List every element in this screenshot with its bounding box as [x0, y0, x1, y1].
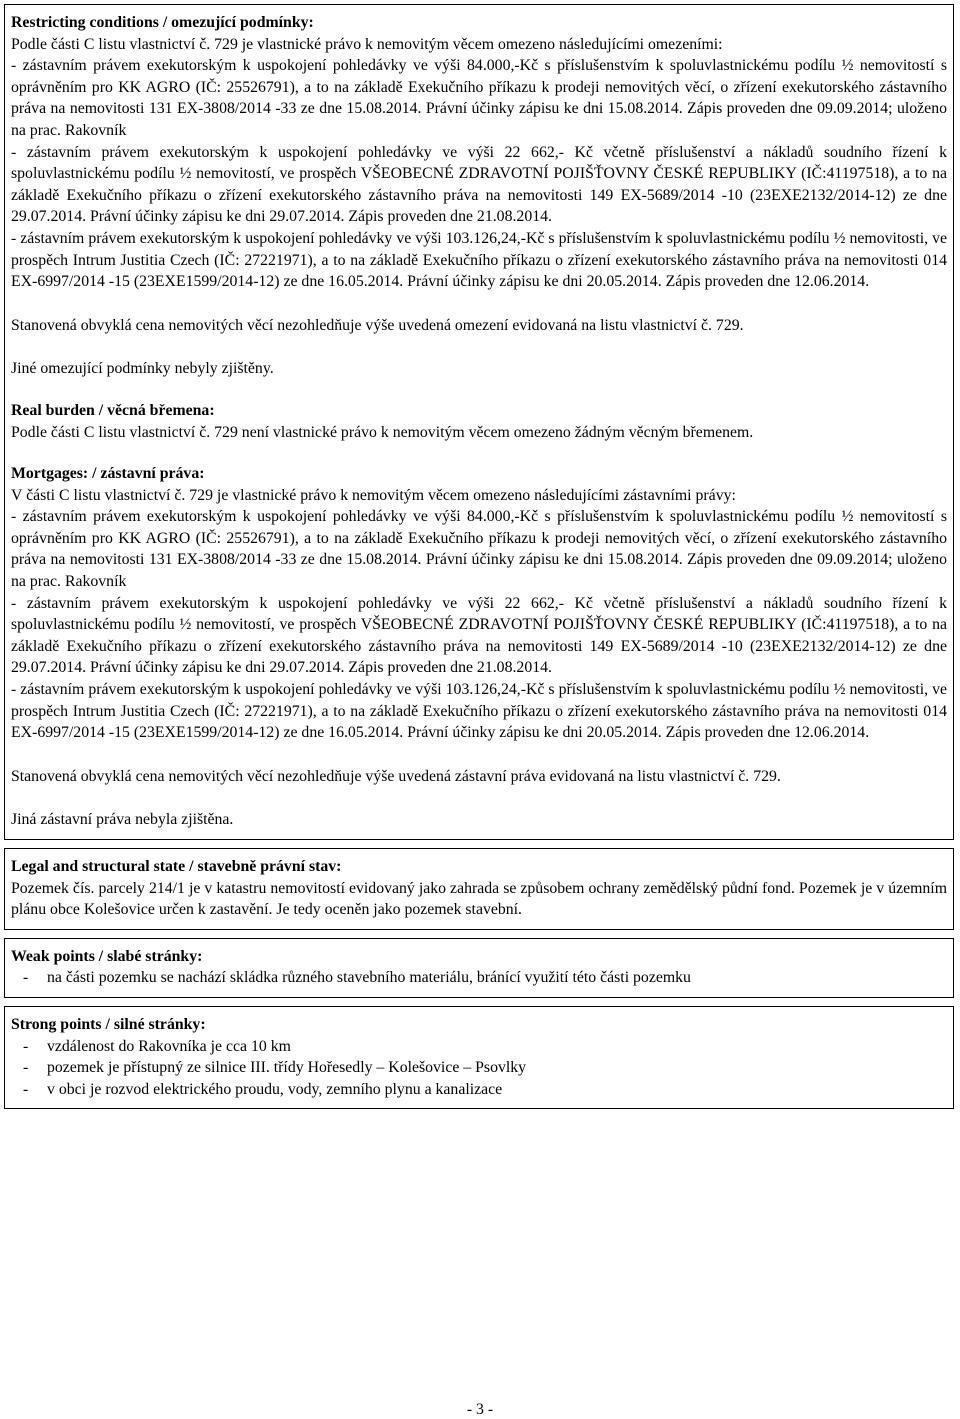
mortgage-item: - zástavním právem exekutorským k uspokojení pohledávky ve výši 22 662,- Kč včetně příslušenství a nákladů soudního řízení k spoluvlastnickému podílu ½ nemovitostí, ve prospěch VŠEOBECNÉ ZDRAVOTNÍ POJIŠŤOVNY ČESKÉ REPUBLIKY (IČ:41197518), a to na základě Exekučního příkazu o zřízení exekutorského zástavního práva na nemovitosti 149 EX-5689/2014 -10 (23EXE2132/2014-12) ze dne 29.07.2014. Právní účinky zápisu ke dni 29.07.2014. Zápis proveden dne 21.08.2014. [11, 594, 947, 677]
legal-state-section [4, 848, 954, 930]
restricting-item: - zástavním právem exekutorským k uspokojení pohledávky ve výši 84.000,-Kč s příslušenstvím k spoluvlastnickému podílu ½ nemovitostí s oprávněním pro KK AGRO (IČ: 25526791), a to na základě Exekučního příkazu k prodeji nemovitých věcí, o zřízení exekutorského zástavního práva na nemovitosti 131 EX-3808/2014 -33 ze dne 15.08.2014. Právní účinky zápisu ke dni 15.08.2014. Zápis proveden dne 09.09.2014; uloženo na prac. Rakovník [11, 57, 947, 139]
restricting-other: Jiné omezující podmínky nebyly zjištěny. [11, 360, 274, 378]
list-item-text: v obci je rozvod elektrického proudu, vody, zemního plynu a kanalizace [47, 1080, 503, 1098]
mortgage-item: - zástavním právem exekutorským k uspokojení pohledávky ve výši 84.000,-Kč s příslušenstvím k spoluvlastnickému podílu ½ nemovitostí s oprávněním pro KK AGRO (IČ: 25526791), a to na základě Exekučního příkazu k prodeji nemovitých věcí, o zřízení exekutorského zástavního práva na nemovitosti 131 EX-3808/2014 -33 ze dne 15.08.2014. Právní účinky zápisu ke dni 15.08.2014. Zápis proveden dne 09.09.2014; uloženo na prac. Rakovník [11, 508, 947, 591]
list-dash: - [23, 1080, 29, 1098]
weak-heading: Weak points / slabé stránky: [11, 947, 203, 965]
list-dash: - [23, 969, 29, 987]
legal-heading: Legal and structural state / stavebně právní stav: [11, 858, 342, 875]
strong-points-section [4, 1006, 954, 1109]
document-page [4, 4, 954, 1109]
mortgages-note: Stanovená obvyklá cena nemovitých věcí nezohledňuje výše uvedená zástavní práva evidovaná na listu vlastnictví č. 729. [11, 767, 781, 785]
list-item [11, 1057, 947, 1079]
list-item [11, 1079, 947, 1101]
list-dash: - [23, 1037, 29, 1055]
burden-text: Podle části C listu vlastnictví č. 729 není vlastnické právo k nemovitým věcem omezeno žádným věcným břemenem. [11, 423, 754, 441]
restricting-heading: Restricting conditions / omezující podmínky: [11, 14, 314, 31]
legal-text: Pozemek čís. parcely 214/1 je v katastru nemovitostí evidovaný jako zahrada se způsobem ochrany zemědělský půdní fond. Pozemek je v územním plánu obce Kolešovice určen k zastavění. Je tedy oceněn jako pozemek stavební. [11, 879, 947, 919]
strong-heading: Strong points / silné stránky: [11, 1015, 206, 1033]
list-item-text: vzdálenost do Rakovníka je cca 10 km [47, 1037, 291, 1055]
restricting-item: - zástavním právem exekutorským k uspokojení pohledávky ve výši 22 662,- Kč včetně příslušenství a nákladů soudního řízení k spoluvlastnickému podílu ½ nemovitostí, ve prospěch VŠEOBECNÉ ZDRAVOTNÍ POJIŠŤOVNY ČESKÉ REPUBLIKY (IČ:41197518), a to na základě Exekučního příkazu o zřízení exekutorského zástavního práva na nemovitosti 149 EX-5689/2014 -10 (23EXE2132/2014-12) ze dne 29.07.2014. Právní účinky zápisu ke dni 29.07.2014. Zápis proveden dne 21.08.2014. [11, 143, 947, 226]
page-number: - 3 - [466, 1401, 494, 1418]
restricting-conditions-section [4, 4, 954, 840]
mortgages-other: Jiná zástavní práva nebyla zjištěna. [11, 811, 234, 829]
list-item [11, 1036, 947, 1058]
weak-points-section [4, 938, 954, 998]
list-item-text: pozemek je přístupný ze silnice III. třídy Hořesedly – Kolešovice – Psovlky [47, 1059, 527, 1077]
list-item-text: na části pozemku se nachází skládka různého stavebního materiálu, bránící využití této části pozemku [47, 969, 691, 987]
list-dash: - [23, 1059, 29, 1077]
mortgages-intro: V části C listu vlastnictví č. 729 je vlastnické právo k nemovitým věcem omezeno následujícími zástavními právy: [11, 486, 736, 504]
mortgage-item: - zástavním právem exekutorským k uspokojení pohledávky ve výši 103.126,24,-Kč s příslušenstvím k spoluvlastnickému podílu ½ nemovitosti, ve prospěch Intrum Justitia Czech (IČ: 27221971), a to na základě Exekučního příkazu o zřízení exekutorského zástavního práva na nemovitosti 014 EX-6997/2014 -15 (23EXE1599/2014-12) ze dne 16.05.2014. Právní účinky zápisu ke dni 20.05.2014. Zápis proveden dne 12.06.2014. [11, 681, 947, 742]
restricting-item: - zástavním právem exekutorským k uspokojení pohledávky ve výši 103.126,24,-Kč s příslušenstvím k spoluvlastnickému podílu ½ nemovitosti, ve prospěch Intrum Justitia Czech (IČ: 27221971), a to na základě Exekučního příkazu o zřízení exekutorského zástavního práva na nemovitosti 014 EX-6997/2014 -15 (23EXE1599/2014-12) ze dne 16.05.2014. Právní účinky zápisu ke dni 20.05.2014. Zápis proveden dne 12.06.2014. [11, 229, 947, 291]
restricting-intro: Podle části C listu vlastnictví č. 729 je vlastnické právo k nemovitým věcem omezeno následujícími omezeními: [11, 35, 723, 53]
burden-heading: Real burden / věcná břemena: [11, 401, 215, 419]
mortgages-heading: Mortgages: / zástavní práva: [11, 465, 205, 483]
list-item [11, 967, 947, 989]
restricting-note: Stanovená obvyklá cena nemovitých věcí nezohledňuje výše uvedená omezení evidovaná na listu vlastnictví č. 729. [11, 316, 744, 334]
